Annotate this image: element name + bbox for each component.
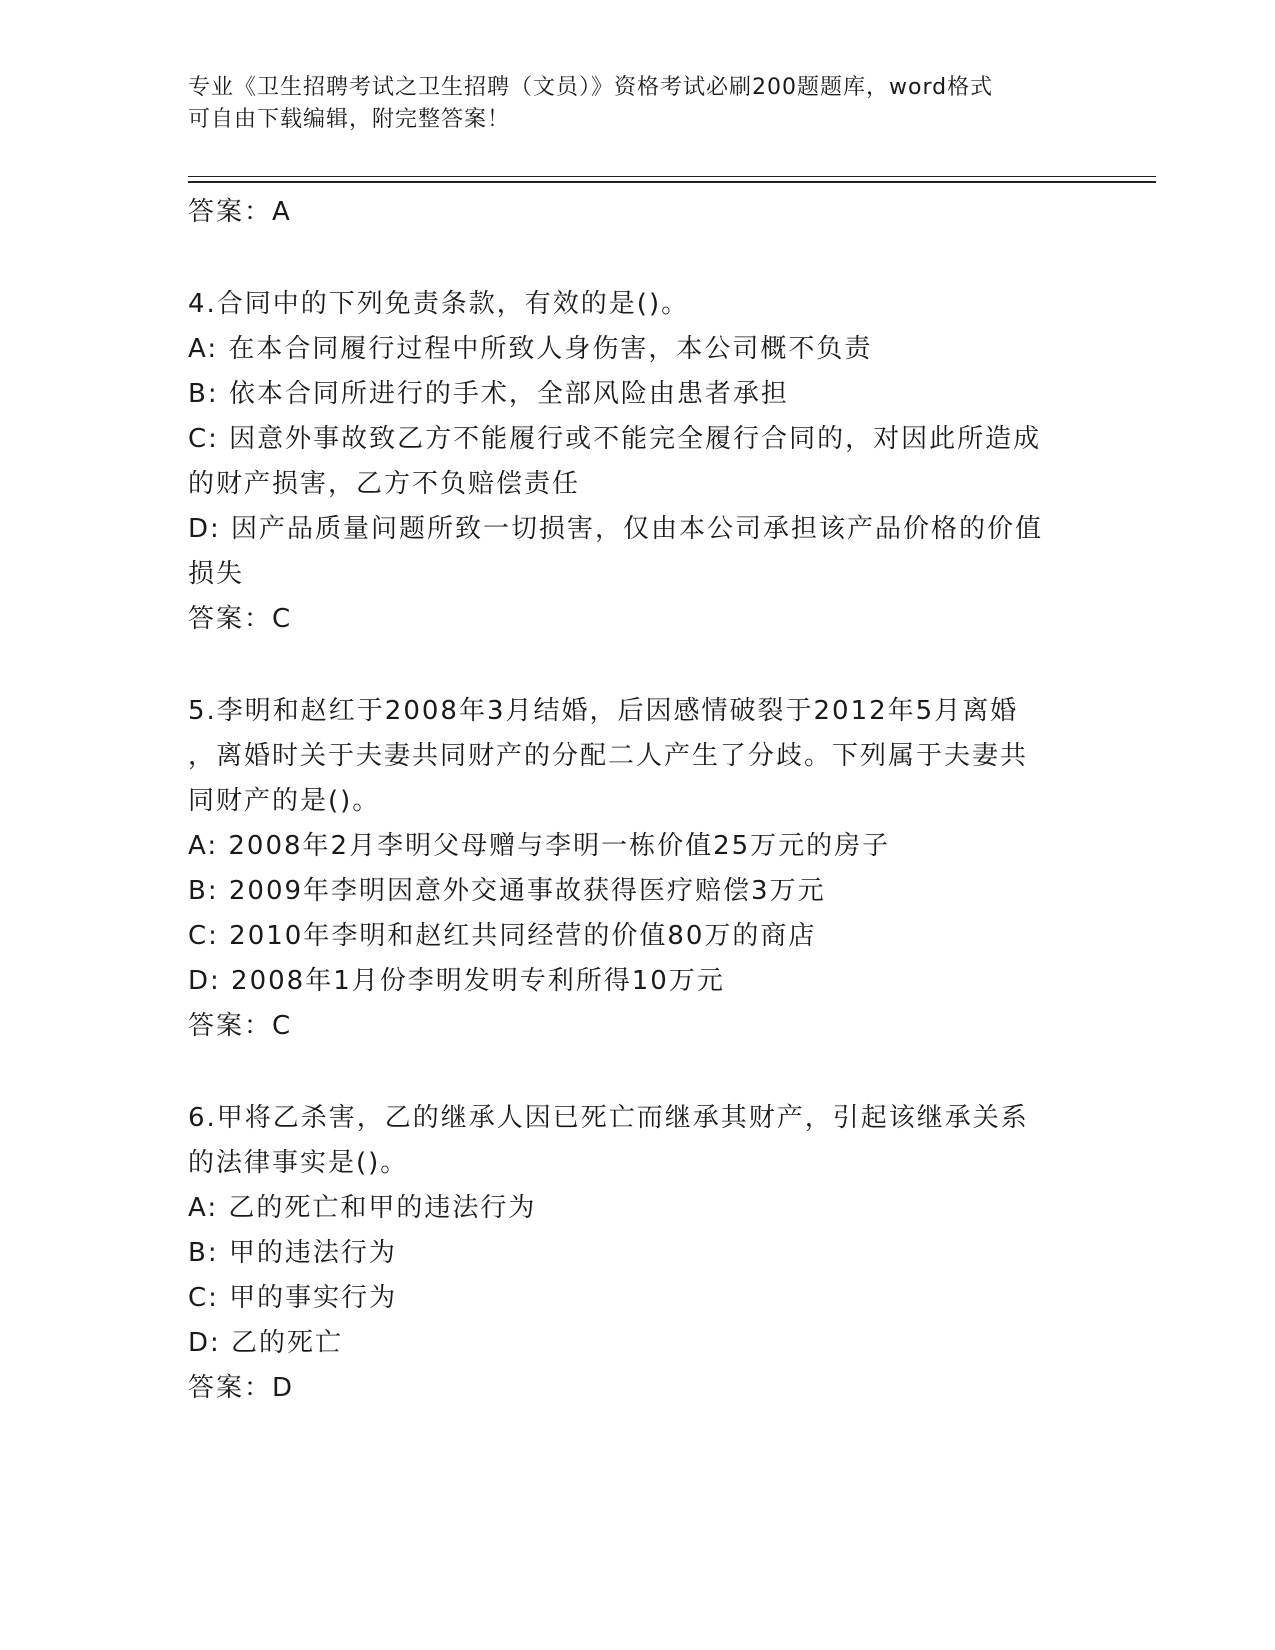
option-a: A: 2008年2月李明父母赠与李明一栋价值25万元的房子: [188, 831, 891, 861]
spacer: [188, 235, 1088, 282]
question-stem-line: 同财产的是()。: [188, 786, 381, 816]
option-line: 损失: [188, 559, 245, 589]
answer: 答案：D: [188, 1373, 295, 1403]
question-4: [188, 282, 1088, 642]
header-divider-thin: [188, 176, 1156, 177]
answer: 答案：C: [188, 1011, 293, 1041]
option-c: C: 甲的事实行为: [188, 1283, 398, 1313]
answer: 答案：C: [188, 604, 293, 634]
option-d: [188, 507, 1088, 597]
option-line: D: 因产品质量问题所致一切损害，仅由本公司承担该产品价格的价值: [188, 514, 1044, 544]
question-stem-line: ，离婚时关于夫妻共同财产的分配二人产生了分歧。下列属于夫妻共: [188, 741, 1029, 771]
question-stem-line: 5.李明和赵红于2008年3月结婚，后因感情破裂于2012年5月离婚: [188, 696, 1019, 726]
spacer: [188, 642, 1088, 689]
question-6: [188, 1096, 1088, 1411]
header-line-2: 可自由下载编辑，附完整答案！: [188, 107, 511, 132]
option-d: D: 乙的死亡: [188, 1328, 344, 1358]
option-line: C: 因意外事故致乙方不能履行或不能完全履行合同的，对因此所造成: [188, 424, 1042, 454]
header-divider-thick: [188, 181, 1156, 183]
option-b: B: 2009年李明因意外交通事故获得医疗赔偿3万元: [188, 876, 826, 906]
document-header: [188, 72, 1068, 136]
question-stem-line: 的法律事实是()。: [188, 1148, 409, 1178]
option-b: B: 依本合同所进行的手术，全部风险由患者承担: [188, 379, 789, 409]
option-a: A: 乙的死亡和甲的违法行为: [188, 1193, 537, 1223]
header-line-1: 专业《卫生招聘考试之卫生招聘（文员）》资格考试必刷200题题库，word格式: [188, 75, 994, 100]
option-d: D: 2008年1月份李明发明专利所得10万元: [188, 966, 725, 996]
document-body: [188, 190, 1088, 1411]
option-line: 的财产损害，乙方不负赔偿责任: [188, 469, 581, 499]
option-a: A: 在本合同履行过程中所致人身伤害，本公司概不负责: [188, 334, 873, 364]
question-5: [188, 689, 1088, 1049]
option-b: B: 甲的违法行为: [188, 1238, 397, 1268]
spacer: [188, 1049, 1088, 1096]
question-stem-line: 6.甲将乙杀害，乙的继承人因已死亡而继承其财产，引起该继承关系: [188, 1103, 1029, 1133]
option-c: C: 2010年李明和赵红共同经营的价值80万的商店: [188, 921, 817, 951]
question-stem-line: 4.合同中的下列免责条款，有效的是()。: [188, 289, 690, 319]
answer-previous: 答案：A: [188, 197, 292, 227]
option-c: [188, 417, 1088, 507]
